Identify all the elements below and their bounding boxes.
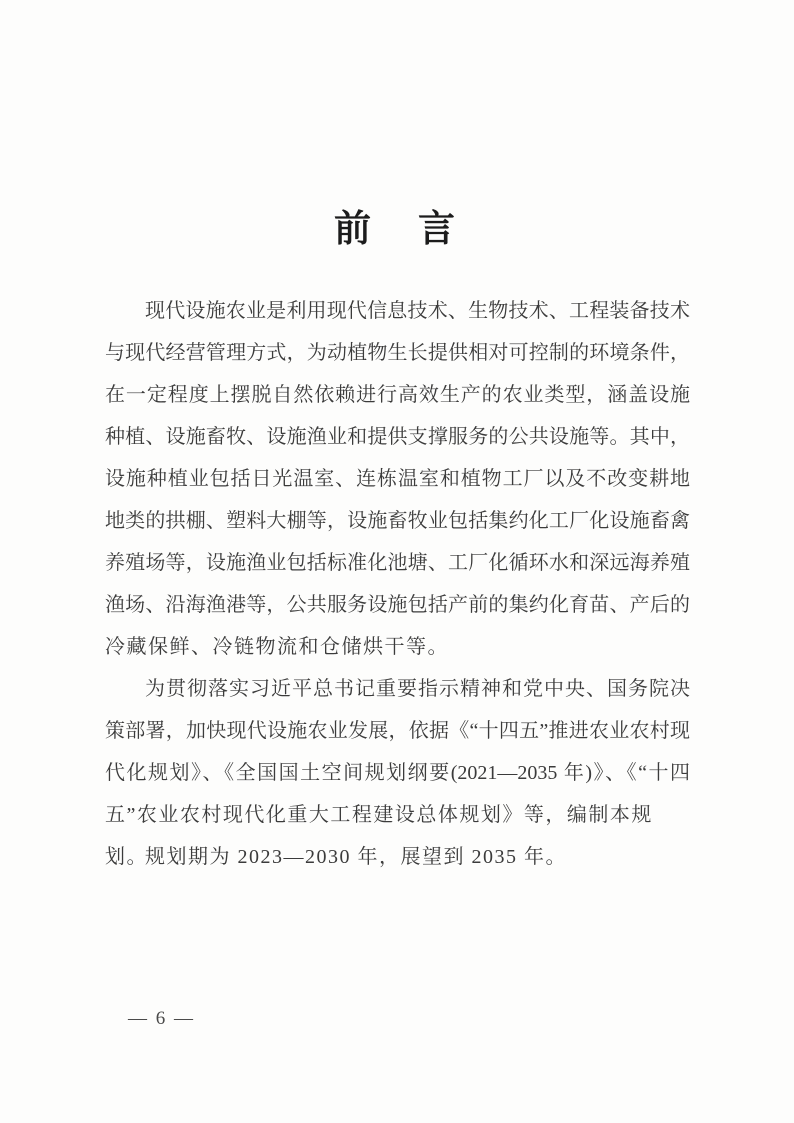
text-line: 在一定程度上摆脱自然依赖进行高效生产的农业类型，涵盖设施 [105,384,690,406]
page-number: — 6 — [128,1008,195,1029]
page-title: 前 言 [334,208,460,249]
text-line: 地类的拱棚、塑料大棚等，设施畜牧业包括集约化工厂化设施畜禽 [105,510,690,532]
text-line: 现代设施农业是利用现代信息技术、生物技术、工程装备技术 [145,300,690,322]
text-line: 与现代经营管理方式，为动植物生长提供相对可控制的环境条件， [105,342,690,364]
text-line: 为贯彻落实习近平总书记重要指示精神和党中央、国务院决 [145,678,690,700]
text-line: 策部署，加快现代设施农业发展，依据《“十四五”推进农业农村现 [105,720,690,742]
text-line: 渔场、沿海渔港等，公共服务设施包括产前的集约化育苗、产后的 [105,594,690,616]
text-line: 设施种植业包括日光温室、连栋温室和植物工厂以及不改变耕地 [105,468,690,490]
text-line: 五”农业农村现代化重大工程建设总体规划》等，编制本规划。 [105,804,653,868]
text-line: 冷藏保鲜、冷链物流和仓储烘干等。 [105,636,449,658]
document-body [105,290,690,878]
text-line: 代化规划》、《全国国土空间规划纲要(2021—2035 年)》、《“十四 [105,762,690,784]
text-line: 规划期为 2023—2030 年，展望到 2035 年。 [145,846,567,868]
text-line: 种植、设施畜牧、设施渔业和提供支撑服务的公共设施等。其中， [105,426,690,448]
text-line: 养殖场等，设施渔业包括标准化池塘、工厂化循环水和深远海养殖 [105,552,690,574]
